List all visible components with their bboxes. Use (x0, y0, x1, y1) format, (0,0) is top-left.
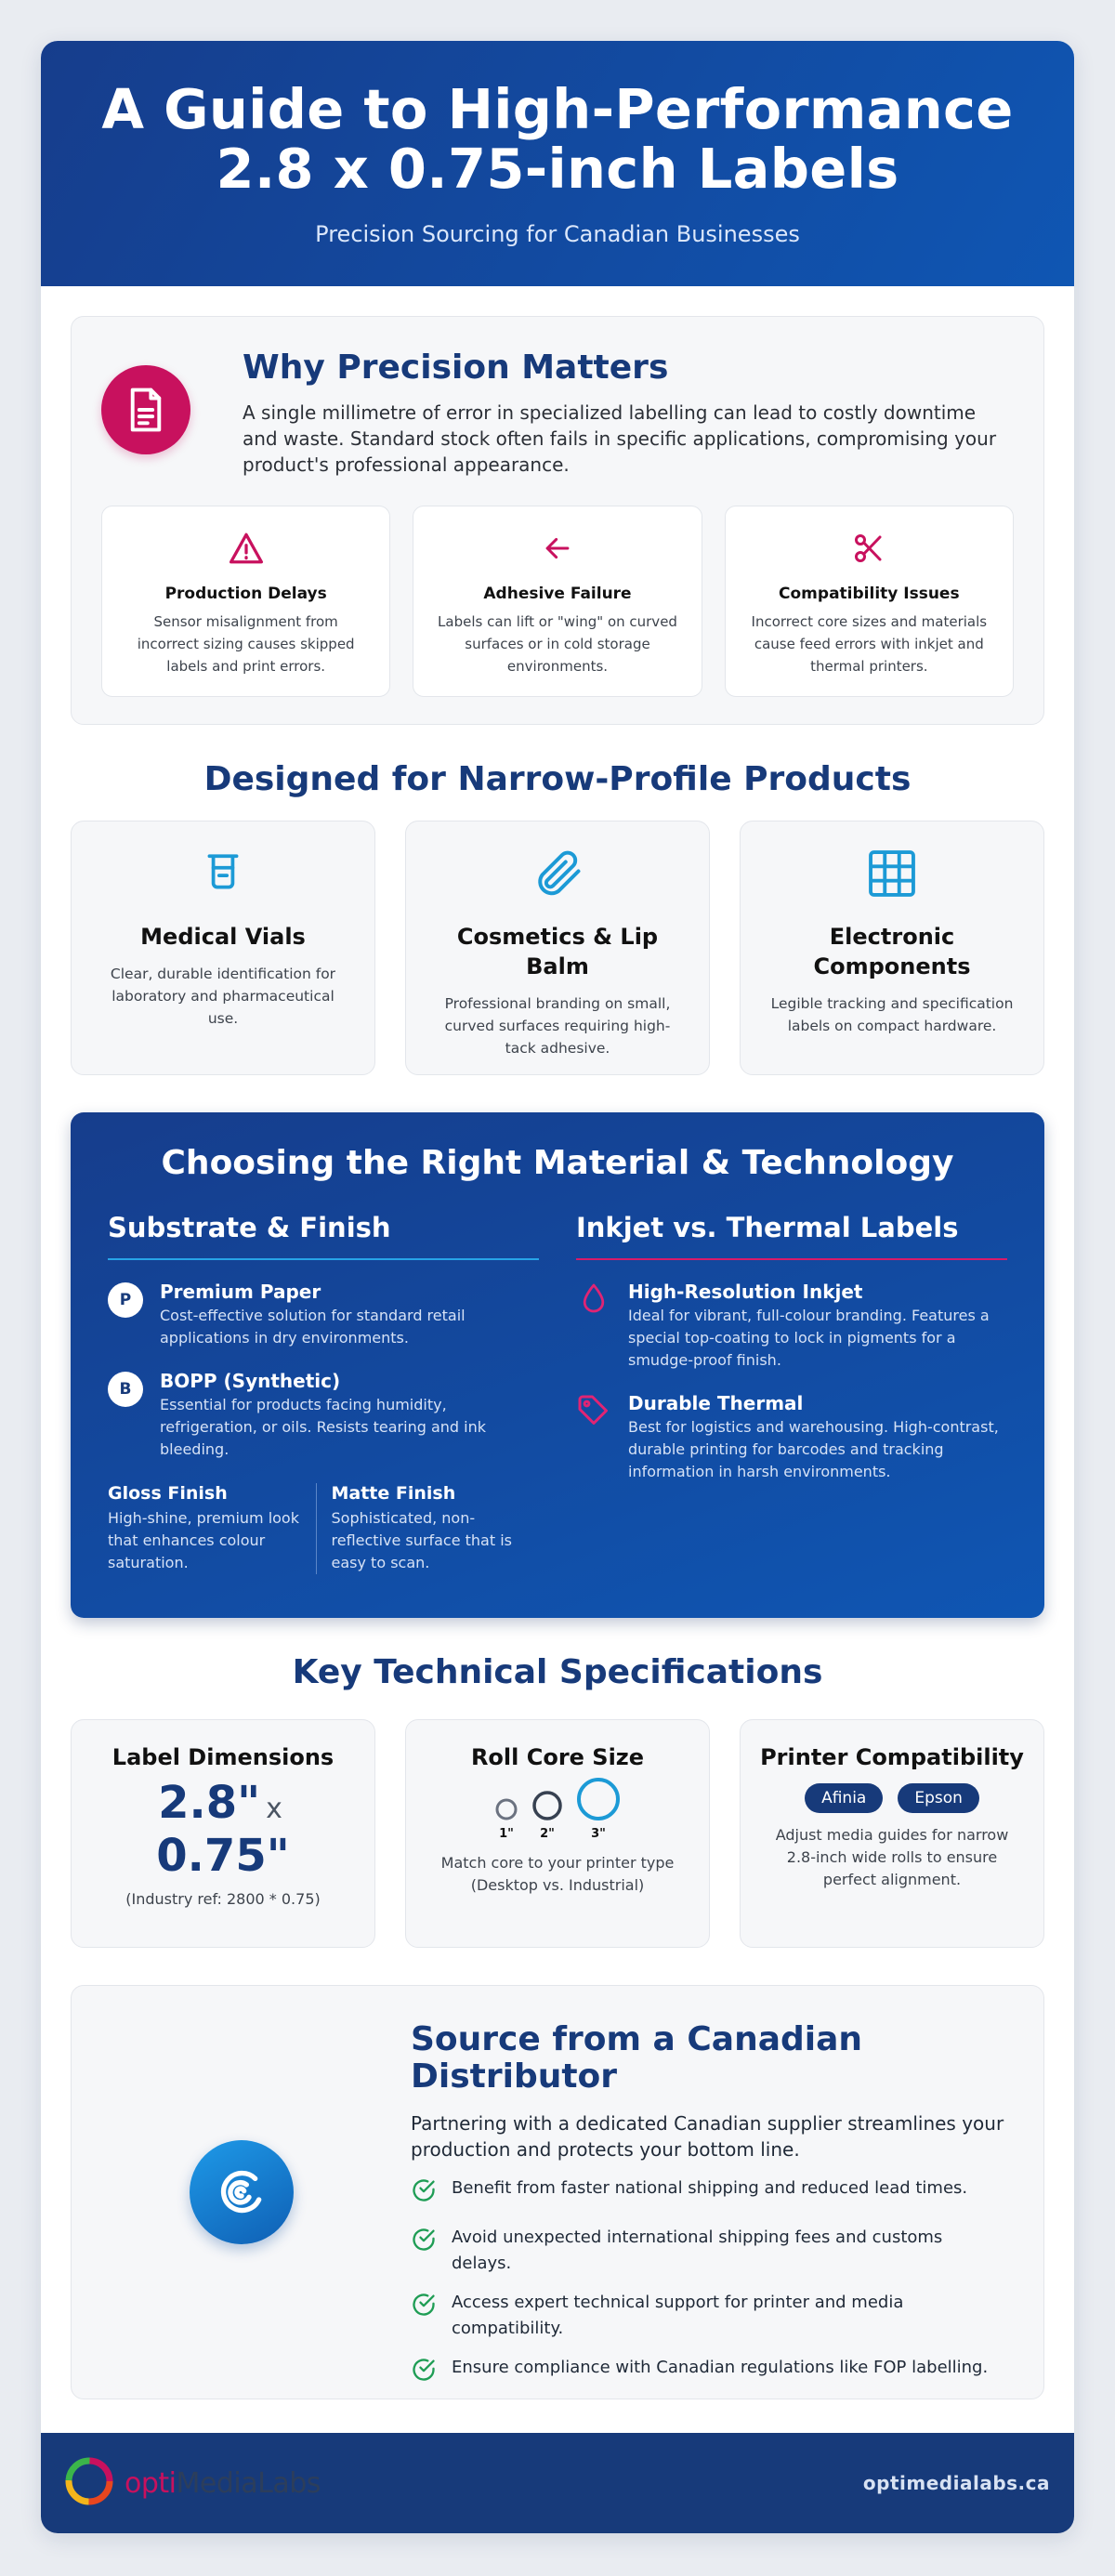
source-lead: Partnering with a dedicated Canadian supplier streamlines your production and protects your bottom line. (411, 2112, 1004, 2161)
brand-name (125, 2467, 321, 2500)
product-card-cosmetics (405, 821, 710, 1075)
core-size-text: Match core to your printer type (Desktop vs. Industrial) (440, 1854, 675, 1894)
paperclip-icon (406, 846, 709, 901)
core-label: 3" (591, 1827, 606, 1841)
tech-item-inkjet (576, 1281, 1007, 1372)
tag-icon (576, 1394, 611, 1483)
spec-card-printer-compatibility (740, 1719, 1044, 1948)
problem-title: Compatibility Issues (779, 585, 960, 603)
finish-options (108, 1483, 539, 1574)
spec-title: Roll Core Size (470, 1744, 645, 1770)
label-height: 0.75" (156, 1830, 290, 1882)
printer-brand-badge: Afinia (805, 1783, 883, 1813)
benefit-item (411, 2225, 1006, 2277)
benefits-list (411, 2175, 1006, 2391)
finish-gloss (108, 1483, 316, 1574)
material-item-text: Essential for products facing humidity, refrigeration, or oils. Resists tearing and ink bleeding. (160, 1396, 486, 1458)
label-width: 2.8" (158, 1777, 261, 1829)
substrate-title: Substrate & Finish (108, 1212, 539, 1260)
print-tech-column (576, 1212, 1007, 1574)
benefit-text: Ensure compliance with Canadian regulations like FOP labelling. (452, 2358, 989, 2377)
spec-title: Printer Compatibility (760, 1744, 1024, 1770)
material-item-title: BOPP (Synthetic) (160, 1370, 341, 1392)
finish-title: Gloss Finish (108, 1483, 228, 1504)
page-subtitle: Precision Sourcing for Canadian Businesses (315, 221, 800, 247)
benefit-text: Avoid unexpected international shipping fees and customs delays. (452, 2228, 943, 2273)
material-badge: B (108, 1372, 143, 1407)
core-1-inch (494, 1797, 518, 1841)
brand-name-part1: opti (125, 2466, 177, 2500)
canadian-distributor-section (71, 1985, 1044, 2399)
material-badge: P (108, 1282, 143, 1318)
product-card-medical-vials (71, 821, 375, 1075)
finish-text: Sophisticated, non-reflective surface that is easy to scan. (331, 1509, 512, 1571)
label-dimensions-value (72, 1777, 374, 1882)
problem-card-adhesive-failure (413, 506, 702, 697)
product-text: Legible tracking and specification labels on compact hardware. (770, 995, 1014, 1034)
problem-text: Incorrect core sizes and materials cause feed errors with inkjet and thermal printers. (751, 613, 988, 675)
dimension-note: (Industry ref: 2800 * 0.75) (125, 1890, 321, 1908)
substrate-column (108, 1212, 539, 1574)
finish-title: Matte Finish (331, 1483, 456, 1504)
finish-matte (316, 1483, 540, 1574)
grid-icon (741, 846, 1043, 901)
benefit-text: Access expert technical support for printer and media compatibility. (452, 2293, 904, 2338)
warning-triangle-icon (102, 529, 389, 568)
material-item-title: Premium Paper (160, 1281, 321, 1303)
product-card-electronic-components (740, 821, 1044, 1075)
core-3-inch (576, 1777, 621, 1841)
check-circle-icon (411, 2357, 439, 2391)
check-circle-icon (411, 2177, 439, 2212)
page-title (41, 77, 1074, 201)
core-label: 2" (540, 1827, 555, 1841)
specs-section-title: Key Technical Specifications (292, 1653, 823, 1691)
problem-title: Adhesive Failure (483, 585, 632, 603)
product-title: Electronic Components (813, 924, 971, 979)
printer-brands (741, 1783, 1043, 1813)
benefit-item (411, 2355, 1006, 2391)
product-text: Clear, durable identification for laboratory and pharmaceutical use. (110, 966, 336, 1027)
dimension-separator: x (266, 1793, 282, 1825)
tech-item-text: Best for logistics and warehousing. High-contrast, durable printing for barcodes and tracking information in harsh environments. (628, 1418, 999, 1480)
product-title: Cosmetics & Lip Balm (456, 924, 659, 979)
brand-logo[interactable] (61, 2453, 321, 2513)
tech-item-thermal (576, 1392, 1007, 1483)
hero-header (41, 41, 1074, 286)
why-body: A single millimetre of error in specialized labelling can lead to costly downtime and waste. Standard stock often fails in specific applications, compromising your product's professional appearance. (243, 401, 997, 476)
title-line-1: A Guide to High-Performance (101, 77, 1014, 141)
vial-icon (72, 846, 374, 901)
arrow-left-icon (413, 529, 701, 568)
problem-text: Labels can lift or "wing" on curved surfaces or in cold storage environments. (438, 613, 677, 675)
check-circle-icon (411, 2227, 439, 2261)
ink-drop-icon (576, 1282, 611, 1372)
title-line-2: 2.8 x 0.75-inch Labels (216, 137, 899, 201)
source-title: Source from a Canadian Distributor (411, 2020, 863, 2096)
why-title: Why Precision Matters (243, 348, 669, 387)
material-item-bopp (108, 1370, 539, 1461)
core-size-diagram (406, 1783, 709, 1841)
check-circle-icon (411, 2292, 439, 2326)
core-2-inch (531, 1790, 563, 1841)
spec-card-core-size (405, 1719, 710, 1948)
core-label: 1" (499, 1827, 514, 1841)
problem-card-production-delays (101, 506, 390, 697)
swirl-logo-icon (190, 2140, 294, 2244)
finish-text: High-shine, premium look that enhances colour saturation. (108, 1509, 299, 1571)
products-section-title: Designed for Narrow-Profile Products (203, 760, 912, 798)
printer-compat-text: Adjust media guides for narrow 2.8-inch wide rolls to ensure perfect alignment. (775, 1826, 1009, 1888)
material-item-premium-paper (108, 1281, 539, 1349)
document-icon (101, 365, 190, 454)
benefit-item (411, 2175, 1006, 2212)
material-item-text: Cost-effective solution for standard retail applications in dry environments. (160, 1307, 466, 1347)
product-text: Professional branding on small, curved surfaces requiring high-tack adhesive. (444, 995, 671, 1057)
infographic-page (41, 41, 1074, 2533)
print-tech-title: Inkjet vs. Thermal Labels (576, 1212, 1007, 1260)
benefit-text: Benefit from faster national shipping and reduced lead times. (452, 2178, 968, 2198)
problem-text: Sensor misalignment from incorrect sizing causes skipped labels and print errors. (137, 613, 355, 675)
spec-title: Label Dimensions (112, 1744, 334, 1770)
brand-name-part2: MediaLabs (176, 2466, 321, 2500)
specs-row (71, 1719, 1044, 1948)
products-row (71, 821, 1044, 1075)
problem-title: Production Delays (164, 585, 327, 603)
materials-section (71, 1112, 1044, 1618)
tech-item-title: High-Resolution Inkjet (628, 1281, 863, 1303)
materials-title: Choosing the Right Material & Technology (161, 1144, 954, 1182)
product-title: Medical Vials (140, 924, 306, 950)
benefit-item (411, 2290, 1006, 2342)
footer (41, 2433, 1074, 2533)
spec-card-dimensions (71, 1719, 375, 1948)
tech-item-text: Ideal for vibrant, full-colour branding. Features a special top-coating to lock in pigments for a smudge-proof finish. (628, 1307, 990, 1369)
tech-item-title: Durable Thermal (628, 1392, 804, 1414)
printer-brand-badge: Epson (898, 1783, 979, 1813)
brand-ring-icon (61, 2453, 117, 2513)
problem-card-compatibility-issues (725, 506, 1014, 697)
why-precision-section (71, 316, 1044, 725)
website-link[interactable]: optimedialabs.ca (862, 2472, 1050, 2494)
scissors-icon (726, 529, 1013, 568)
